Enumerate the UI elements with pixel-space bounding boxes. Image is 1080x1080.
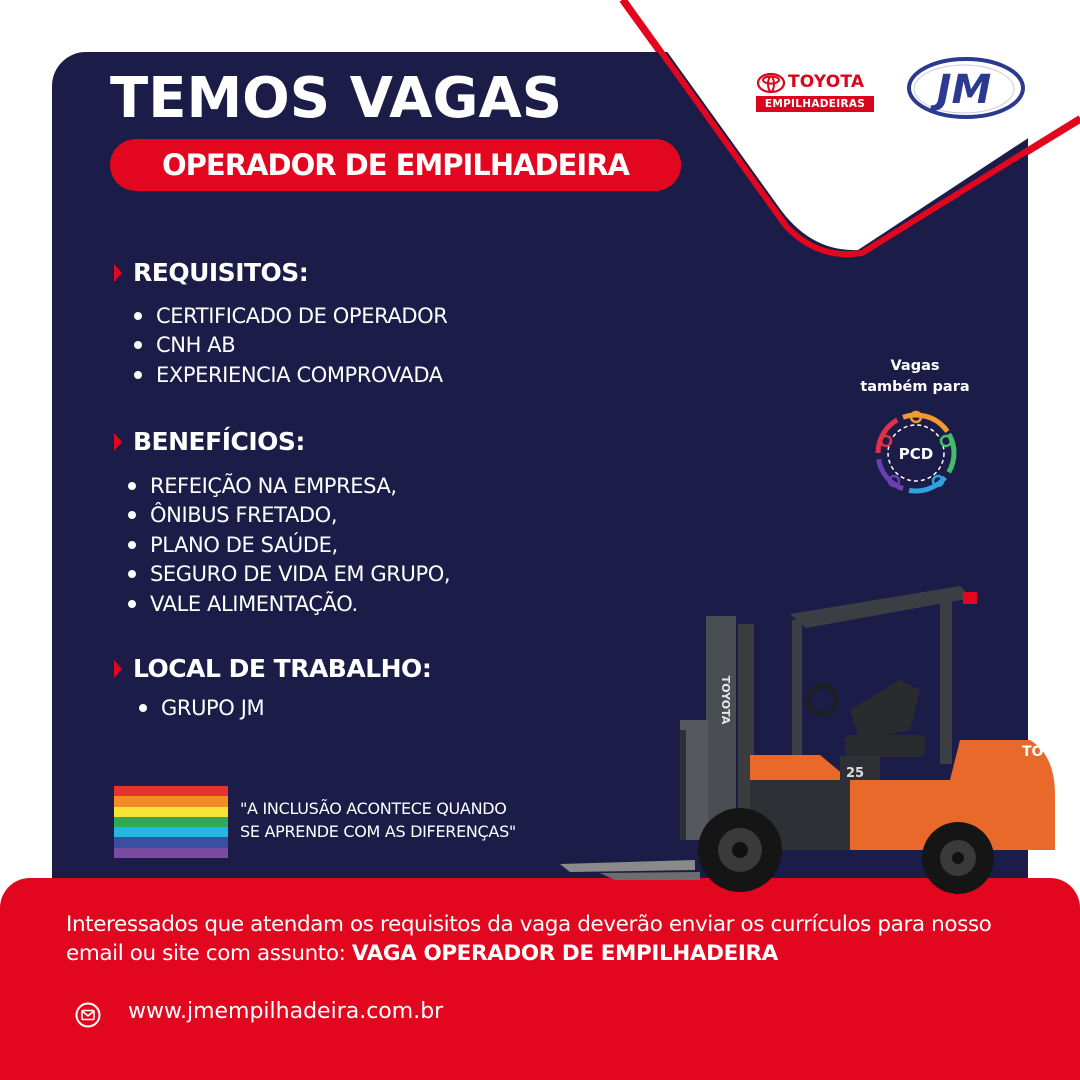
bullet-icon	[134, 341, 142, 349]
flag-stripe	[114, 807, 228, 817]
list-item	[128, 560, 450, 590]
flag-stripe	[114, 848, 228, 858]
footer-instructions-text: Interessados que atendam os requisitos da vaga deverão enviar os currículos para nosso email ou site com assunto:	[66, 912, 992, 966]
bullet-icon	[128, 600, 136, 608]
requirements-heading	[114, 258, 308, 287]
website-link[interactable]: www.jmempilhadeira.com.br	[128, 999, 444, 1024]
bullet-icon	[128, 511, 136, 519]
pcd-label-line2: também para	[860, 379, 970, 395]
jm-logo	[906, 56, 1026, 120]
pcd-label	[850, 356, 980, 398]
footer-panel	[0, 878, 1080, 1080]
mast-label: TOYOTA	[719, 675, 732, 725]
pride-flag	[114, 786, 228, 858]
body-label: TOY	[1022, 744, 1054, 760]
inclusion-quote	[240, 797, 516, 843]
list-item-text: GRUPO JM	[161, 695, 265, 720]
benefits-heading-text: BENEFÍCIOS:	[133, 427, 305, 456]
list-item-text: ÔNIBUS FRETADO,	[150, 503, 338, 528]
flag-stripe	[114, 796, 228, 806]
bullet-icon	[139, 704, 147, 712]
list-item	[139, 693, 264, 723]
model-label: 25	[846, 766, 865, 781]
inclusion-quote-line1: "A INCLUSÃO ACONTECE QUANDO	[240, 799, 507, 818]
email-icon	[75, 1002, 101, 1028]
forklift-illustration	[560, 580, 1060, 900]
list-item	[128, 501, 450, 531]
pcd-label-line1: Vagas	[890, 358, 940, 374]
bullet-icon	[128, 482, 136, 490]
list-item-text: EXPERIENCIA COMPROVADA	[156, 362, 443, 387]
jm-logo-text: JM	[936, 67, 992, 113]
list-item	[128, 589, 450, 619]
flag-stripe	[114, 817, 228, 827]
list-item-text: REFEIÇÃO NA EMPRESA,	[150, 473, 397, 498]
requirements-heading-text: REQUISITOS:	[133, 258, 309, 287]
list-item	[134, 301, 447, 331]
flag-stripe	[114, 786, 228, 796]
chevron-right-icon	[114, 264, 122, 282]
toyota-brand-text: TOYOTA	[788, 72, 865, 92]
list-item-text: VALE ALIMENTAÇÃO.	[150, 591, 358, 616]
list-item-text: CNH AB	[156, 333, 236, 358]
flag-stripe	[114, 827, 228, 837]
footer-subject: VAGA OPERADOR DE EMPILHADEIRA	[351, 941, 778, 966]
requirements-list	[134, 301, 447, 390]
jm-logo-emblem-icon	[906, 56, 1026, 120]
location-list	[139, 693, 264, 723]
job-title: OPERADOR DE EMPILHADEIRA	[162, 148, 629, 182]
footer-instructions	[66, 910, 1046, 968]
list-item	[134, 331, 447, 361]
flag-stripe	[114, 837, 228, 847]
pcd-badge-icon	[868, 405, 964, 501]
bullet-icon	[128, 541, 136, 549]
toyota-emblem-icon	[756, 72, 786, 94]
list-item	[128, 471, 450, 501]
benefits-heading	[114, 427, 305, 456]
list-item-text: SEGURO DE VIDA EM GRUPO,	[150, 562, 451, 587]
bullet-icon	[134, 371, 142, 379]
inclusion-quote-line2: SE APRENDE COM AS DIFERENÇAS"	[240, 822, 516, 841]
toyota-logo	[756, 72, 876, 114]
location-heading-text: LOCAL DE TRABALHO:	[133, 654, 432, 683]
toyota-subtitle: EMPILHADEIRAS	[756, 96, 874, 112]
headline-title: TEMOS VAGAS	[110, 66, 563, 131]
list-item-text: CERTIFICADO DE OPERADOR	[156, 303, 448, 328]
bullet-icon	[134, 312, 142, 320]
chevron-right-icon	[114, 660, 122, 678]
job-title-pill	[110, 139, 681, 191]
bullet-icon	[128, 570, 136, 578]
list-item	[134, 360, 447, 390]
pcd-badge-text: PCD	[898, 445, 934, 463]
list-item	[128, 530, 450, 560]
benefits-list	[128, 471, 450, 619]
chevron-right-icon	[114, 433, 122, 451]
list-item-text: PLANO DE SAÚDE,	[150, 532, 338, 557]
location-heading	[114, 654, 431, 683]
